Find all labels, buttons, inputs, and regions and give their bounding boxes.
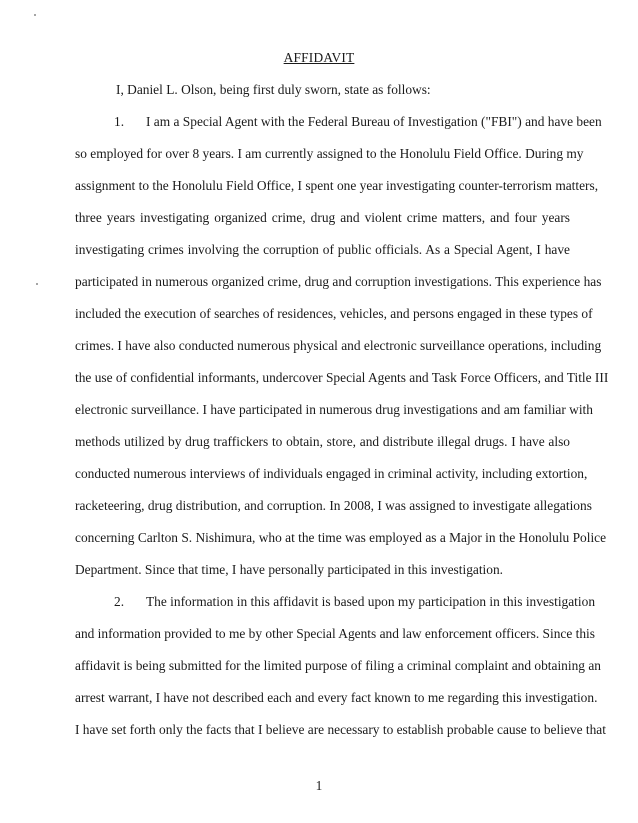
paragraph-1-line: electronic surveillance. I have participated in numerous drug investigations and am familiar with xyxy=(75,402,593,417)
paragraph-1-line: methods utilized by drug traffickers to obtain, store, and distribute illegal drugs. I have also xyxy=(75,434,570,449)
document-title: AFFIDAVIT xyxy=(283,50,355,65)
paragraph-2-line: arrest warrant, I have not described each and every fact known to me regarding this investigation. xyxy=(75,690,598,705)
paragraph-1-line: so employed for over 8 years. I am currently assigned to the Honolulu Field Office. During my xyxy=(75,146,584,161)
paragraph-2-line: I have set forth only the facts that I believe are necessary to establish probable cause to believe that xyxy=(75,722,606,737)
page-number: 1 xyxy=(315,778,323,793)
paragraph-2-line: and information provided to me by other Special Agents and law enforcement officers. Since this xyxy=(75,626,595,641)
paragraph-1-line: crimes. I have also conducted numerous physical and electronic surveillance operations, including xyxy=(75,338,602,353)
paragraph-1-line: the use of confidential informants, undercover Special Agents and Task Force Officers, and Title III xyxy=(75,370,609,385)
paragraph-1-first-line: I am a Special Agent with the Federal Bureau of Investigation ("FBI") and have been xyxy=(146,114,602,129)
paragraph-1-number: 1. xyxy=(114,114,125,129)
paragraph-1-line: investigating crimes involving the corruption of public officials. As a Special Agent, I have xyxy=(75,242,570,257)
paragraph-1-line: participated in numerous organized crime, drug and corruption investigations. This experience has xyxy=(75,274,602,289)
intro-line: I, Daniel L. Olson, being first duly sworn, state as follows: xyxy=(116,82,431,97)
paragraph-1-last-line: Department. Since that time, I have personally participated in this investigation. xyxy=(75,562,504,577)
paragraph-1-line: conducted numerous interviews of individuals engaged in criminal activity, including extortion, xyxy=(75,466,588,481)
paragraph-1-line: three years investigating organized crime, drug and violent crime matters, and four years xyxy=(75,210,570,225)
paragraph-2-line: affidavit is being submitted for the limited purpose of filing a criminal complaint and obtaining an xyxy=(75,658,601,673)
paragraph-1-line: assignment to the Honolulu Field Office, I spent one year investigating counter-terrorism matters, xyxy=(75,178,599,193)
scan-speck xyxy=(36,283,38,285)
paragraph-2-first-line: The information in this affidavit is based upon my participation in this investigation xyxy=(146,594,596,609)
scan-speck xyxy=(34,14,36,16)
paragraph-1-line: included the execution of searches of residences, vehicles, and persons engaged in these types of xyxy=(75,306,593,321)
paragraph-2-number: 2. xyxy=(114,594,125,609)
paragraph-1-line: concerning Carlton S. Nishimura, who at the time was employed as a Major in the Honolulu Police xyxy=(75,530,607,545)
paragraph-1-line: racketeering, drug distribution, and corruption. In 2008, I was assigned to investigate allegations xyxy=(75,498,592,513)
